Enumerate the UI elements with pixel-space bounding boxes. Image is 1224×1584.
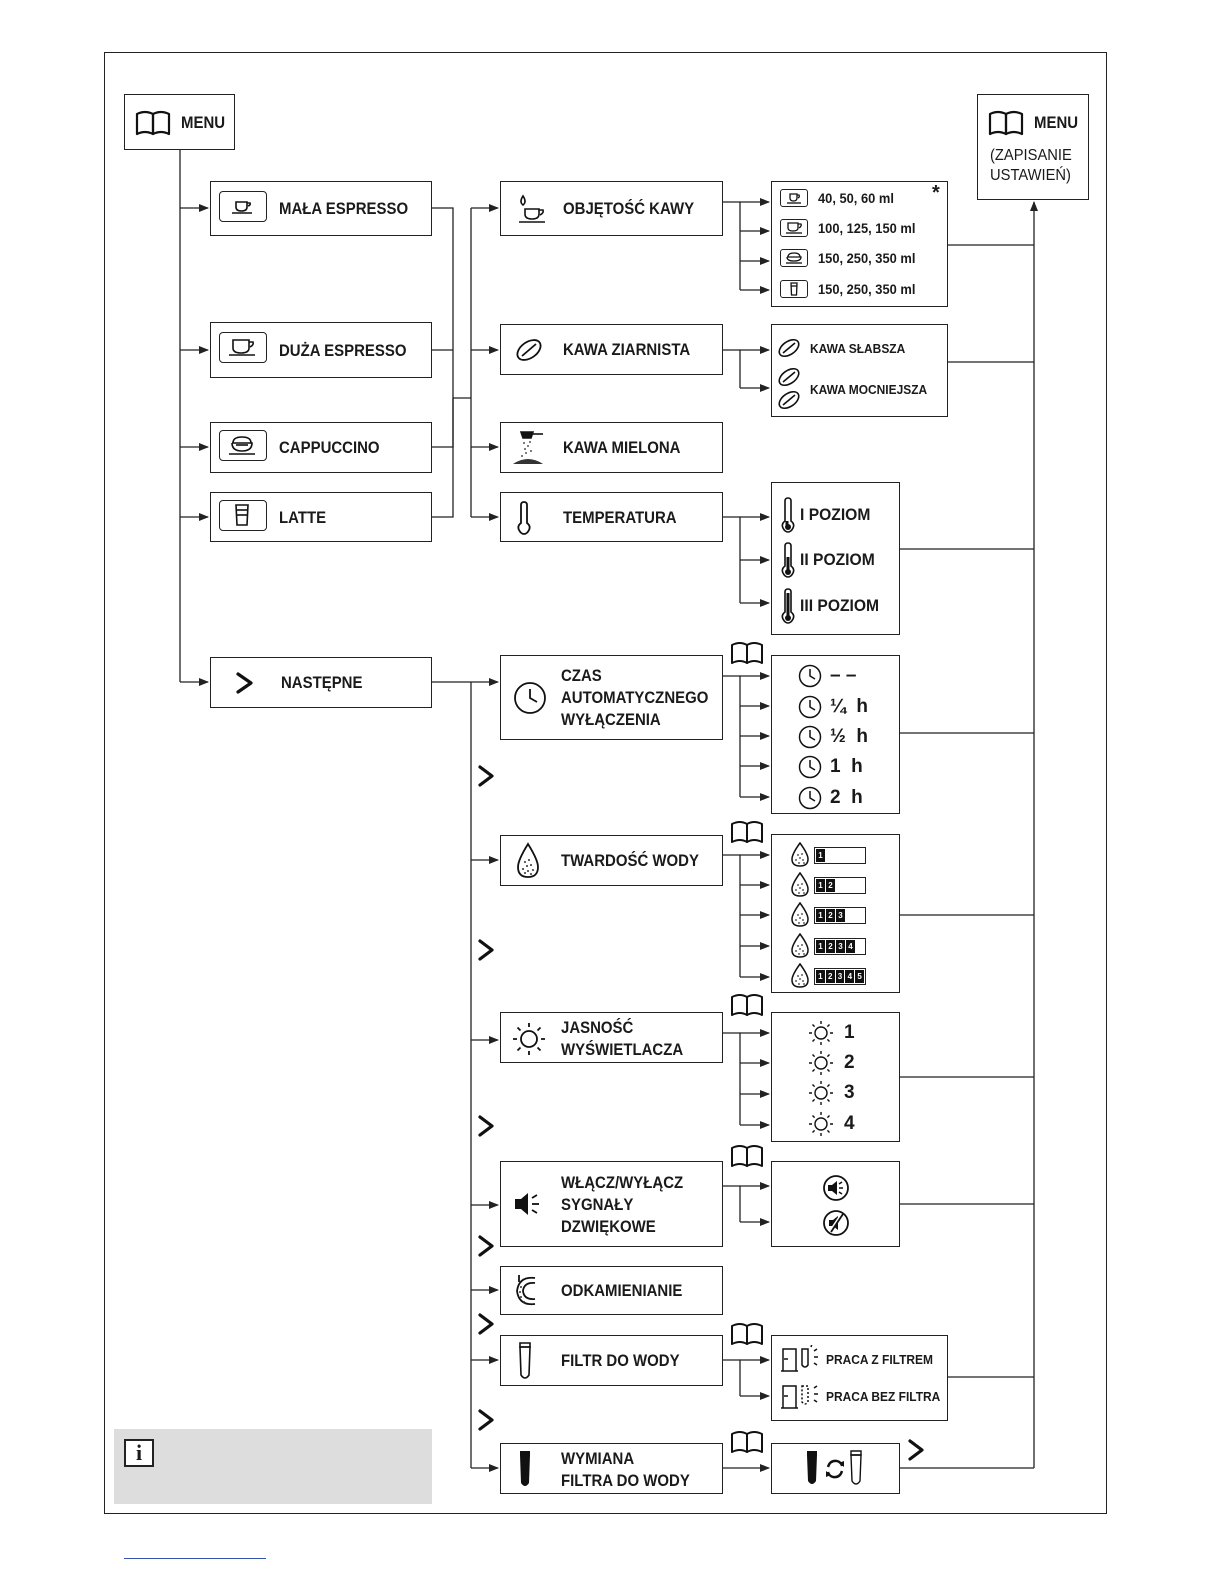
bean-option-label: KAWA SŁABSZA [810, 340, 906, 356]
cup-volume-icon [513, 192, 549, 226]
hardness-level-cell: 2 [826, 970, 835, 983]
ground-coffee-icon [509, 428, 549, 468]
cappuccino-cup-icon [219, 430, 267, 461]
hardness-option[interactable] [790, 963, 866, 989]
water-filter-icon [848, 1449, 864, 1489]
hardness-level-cell: 1 [816, 909, 825, 922]
brightness-option-label: 2 [844, 1052, 855, 1073]
setting-box-temperature[interactable] [500, 492, 723, 542]
cappuccino-cup-icon [780, 249, 808, 267]
menu-box-left[interactable] [124, 94, 235, 150]
drink-box-small-espresso[interactable] [210, 181, 432, 236]
auto-off-line2: AUTOMATYCZNEGO [561, 688, 709, 707]
auto-off-option[interactable] [798, 754, 863, 780]
bean-option-label: KAWA MOCNIEJSZA [810, 381, 928, 397]
setting-label: OBJĘTOŚĆ KAWY [563, 199, 695, 218]
auto-off-option-label: 2 h [830, 787, 863, 808]
sound-line3: DZWIĘKOWE [561, 1217, 656, 1236]
water-filter-label: FILTR DO WODY [561, 1351, 680, 1370]
hardness-level-cell: 3 [836, 940, 845, 953]
replace-filter-line1: WYMIANA [561, 1449, 635, 1468]
setting-box-coffee-volume[interactable] [500, 181, 723, 236]
menu-right-sub-line2: USTAWIEŃ) [990, 167, 1071, 184]
brightness-option[interactable] [808, 1111, 855, 1137]
brightness-option[interactable] [808, 1020, 855, 1046]
auto-off-option[interactable] [798, 785, 863, 811]
temperature-option-label: II POZIOM [800, 550, 875, 569]
clock-icon [798, 786, 822, 810]
hardness-level-cell: 2 [826, 879, 835, 892]
filter-option[interactable] [780, 1344, 942, 1374]
options-box-brightness [771, 1012, 900, 1142]
clock-icon [798, 664, 822, 688]
auto-off-option-label: – – [830, 665, 857, 686]
drink-label: LATTE [279, 508, 327, 527]
setting-box-water-hardness[interactable] [500, 835, 723, 886]
hardness-level-cell: 4 [845, 970, 854, 983]
temperature-option[interactable] [780, 542, 881, 578]
options-box-hardness [771, 834, 900, 993]
hardness-level-cell: 2 [826, 940, 835, 953]
setting-box-water-filter[interactable] [500, 1335, 723, 1386]
setting-label: KAWA MIELONA [563, 438, 681, 457]
filter-option-label: PRACA BEZ FILTRA [826, 1388, 941, 1404]
hardness-level-cell: 1 [816, 849, 825, 862]
menu-left-label: MENU [181, 113, 226, 132]
latte-glass-icon [219, 500, 267, 531]
small-cup-icon [219, 191, 267, 222]
water-drop-icon [790, 872, 810, 898]
setting-box-display-brightness[interactable] [500, 1012, 723, 1063]
options-box-auto-off [771, 655, 900, 814]
thermometer-level-2-icon [780, 542, 796, 578]
auto-off-line3: WYŁĄCZENIA [561, 710, 661, 729]
setting-box-sound[interactable] [500, 1161, 723, 1247]
hardness-option[interactable] [790, 842, 866, 868]
hardness-level-bar [814, 847, 866, 864]
sound-line2: SYGNAŁY [561, 1195, 634, 1214]
hardness-option[interactable] [790, 872, 866, 898]
sun-icon [808, 1020, 834, 1046]
menu-right-label: MENU [1034, 113, 1079, 132]
menu-right-sub-line1: (ZAPISANIE [990, 147, 1072, 164]
volume-option-label: 100, 125, 150 ml [818, 220, 916, 236]
water-drop-icon [515, 842, 541, 880]
auto-off-line1: CZAS [561, 666, 602, 685]
hardness-level-cell: 3 [836, 909, 845, 922]
replace-filter-line2: FILTRA DO WODY [561, 1471, 690, 1490]
hardness-level-cell: 1 [816, 970, 825, 983]
filter-option-label: PRACA Z FILTREM [826, 1351, 933, 1367]
next-label: NASTĘPNE [281, 673, 363, 692]
temperature-option-label: I POZIOM [800, 505, 871, 524]
setting-label: KAWA ZIARNISTA [563, 340, 691, 359]
drink-label: MAŁA ESPRESSO [279, 199, 409, 218]
clock-icon [798, 725, 822, 749]
drink-label: DUŻA ESPRESSO [279, 341, 407, 360]
volume-option-label: 150, 250, 350 ml [818, 250, 916, 266]
options-box-sound [771, 1161, 900, 1247]
auto-off-option[interactable] [798, 663, 856, 689]
small-cup-icon [780, 189, 808, 207]
clock-icon [798, 695, 822, 719]
sun-icon [808, 1111, 834, 1137]
thermometer-level-1-icon [780, 497, 796, 533]
info-note-box [114, 1429, 432, 1504]
two-coffee-beans-icon [776, 366, 802, 412]
book-icon [988, 109, 1024, 137]
options-box-filter [771, 1335, 948, 1421]
footer-line [124, 1558, 266, 1559]
water-drop-icon [790, 842, 810, 868]
menu-box-right[interactable] [977, 94, 1089, 200]
volume-option[interactable] [780, 245, 924, 271]
auto-off-option-label: ¼ h [830, 696, 869, 717]
hardness-level-cell: 2 [826, 909, 835, 922]
hardness-level-bar [814, 968, 866, 985]
setting-box-ground-coffee[interactable] [500, 422, 723, 473]
brightness-line2: WYŚWIETLACZA [561, 1040, 684, 1059]
large-cup-icon [219, 332, 267, 363]
coffee-bean-icon [513, 336, 545, 364]
hardness-level-bar [814, 938, 866, 955]
auto-off-option-label: 1 h [830, 756, 863, 777]
thermometer-level-3-icon [780, 588, 796, 624]
options-box-temperature [771, 482, 900, 635]
drink-box-latte[interactable] [210, 492, 432, 542]
brightness-option-label: 4 [844, 1113, 855, 1134]
large-cup-icon [780, 219, 808, 237]
auto-off-option[interactable] [798, 724, 868, 750]
sun-icon [511, 1021, 547, 1057]
brightness-option-label: 3 [844, 1082, 855, 1103]
clock-icon [798, 755, 822, 779]
water-filter-icon [515, 1341, 535, 1383]
water-drop-icon [790, 963, 810, 989]
brightness-option[interactable] [808, 1050, 855, 1076]
volume-option-label: 150, 250, 350 ml [818, 281, 916, 297]
hardness-option[interactable] [790, 933, 866, 959]
descale-icon [511, 1272, 543, 1310]
sound-off-icon[interactable] [822, 1209, 850, 1237]
hardness-level-cell: 5 [855, 970, 864, 983]
sound-line1: WŁĄCZ/WYŁĄCZ [561, 1173, 684, 1192]
latte-glass-icon [780, 280, 808, 298]
setting-box-replace-filter[interactable] [500, 1443, 723, 1494]
hardness-level-cell: 4 [846, 940, 855, 953]
volume-option[interactable] [780, 276, 924, 302]
brightness-line1: JASNOŚĆ [561, 1018, 634, 1037]
thermometer-icon [515, 501, 533, 535]
filter-option[interactable] [780, 1381, 950, 1411]
water-drop-icon [790, 933, 810, 959]
volume-option-label: 40, 50, 60 ml [818, 190, 894, 206]
water-drop-icon [790, 902, 810, 928]
info-icon: i [124, 1439, 154, 1467]
refresh-icon [824, 1457, 846, 1481]
filter-off-icon [780, 1382, 822, 1410]
filter-cartridge-icon [804, 1449, 820, 1489]
chevron-right-icon [233, 670, 257, 696]
coffee-bean-icon [776, 337, 802, 359]
auto-off-option-label: ½ h [830, 726, 869, 747]
hardness-level-cell: 1 [816, 940, 825, 953]
options-box-replace-filter[interactable] [771, 1443, 900, 1494]
drink-box-large-espresso[interactable] [210, 322, 432, 378]
options-box-beans [771, 324, 948, 417]
clock-icon [513, 681, 547, 715]
bean-option[interactable] [776, 335, 914, 361]
setting-box-coffee-beans[interactable] [500, 324, 723, 375]
setting-box-descale[interactable] [500, 1266, 723, 1315]
hardness-level-bar [814, 877, 866, 894]
setting-box-auto-off[interactable] [500, 655, 723, 740]
brightness-option-label: 1 [844, 1022, 855, 1043]
options-box-volume [771, 181, 948, 307]
filter-cartridge-icon [515, 1449, 535, 1491]
next-box[interactable] [210, 657, 432, 708]
hardness-option[interactable] [790, 902, 866, 928]
sound-on-icon[interactable] [822, 1174, 850, 1202]
footnote-star: * [932, 182, 940, 204]
sun-icon [808, 1050, 834, 1076]
brightness-option[interactable] [808, 1080, 855, 1106]
filter-on-icon [780, 1345, 822, 1373]
temperature-option-label: III POZIOM [800, 596, 880, 615]
temperature-option[interactable] [780, 588, 886, 624]
drink-label: CAPPUCCINO [279, 438, 380, 457]
drink-box-cappuccino[interactable] [210, 422, 432, 473]
temperature-option[interactable] [780, 497, 877, 533]
hardness-level-cell: 3 [836, 970, 845, 983]
descale-label: ODKAMIENIANIE [561, 1281, 683, 1300]
setting-label: TEMPERATURA [563, 508, 677, 527]
hardness-level-cell: 1 [816, 879, 825, 892]
volume-option[interactable] [780, 215, 924, 241]
sun-icon [808, 1080, 834, 1106]
water-hardness-label: TWARDOŚĆ WODY [561, 851, 699, 870]
auto-off-option[interactable] [798, 694, 868, 720]
book-icon [135, 109, 171, 137]
bean-option[interactable] [776, 365, 937, 413]
volume-option[interactable] [780, 185, 901, 211]
hardness-level-bar [814, 907, 866, 924]
speaker-icon [513, 1191, 543, 1217]
